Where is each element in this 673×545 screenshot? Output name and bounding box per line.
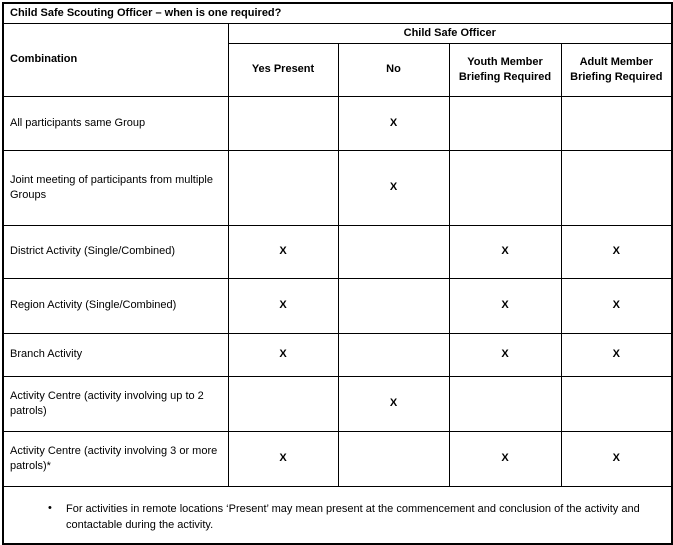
cell-mark: X [338,376,449,431]
cell-mark [338,431,449,486]
row-label: District Activity (Single/Combined) [3,225,228,278]
footnote-cell [3,486,672,544]
column-header-youth-briefing: Youth Member Briefing Required [449,43,561,96]
child-safe-officer-group-header: Child Safe Officer [228,23,672,43]
cell-mark [338,278,449,333]
title-row [3,3,672,23]
table-row [3,96,672,150]
table-title: Child Safe Scouting Officer – when is one required? [3,3,672,23]
row-label: Branch Activity [3,333,228,376]
cell-mark: X [449,225,561,278]
cell-mark: X [338,150,449,225]
table-row [3,333,672,376]
row-label: Region Activity (Single/Combined) [3,278,228,333]
cell-mark: X [338,96,449,150]
cell-mark [228,150,338,225]
cell-mark: X [449,333,561,376]
cell-mark [228,96,338,150]
cell-mark: X [561,225,672,278]
table-row [3,431,672,486]
child-safe-officer-table [2,2,673,545]
row-label: Activity Centre (activity involving up to 2 patrols) [3,376,228,431]
cell-mark [561,150,672,225]
footnote-text: For activities in remote locations ‘Present’ may mean present at the commencement and conclusion of the activity and contactable during the activity. [66,502,640,532]
cell-mark [561,96,672,150]
cell-mark [449,150,561,225]
cell-mark: X [561,431,672,486]
table-row [3,225,672,278]
table-row [3,376,672,431]
cell-mark [338,333,449,376]
cell-mark [228,376,338,431]
footnote [48,501,665,534]
footnote-row [3,486,672,544]
cell-mark [561,376,672,431]
cell-mark: X [228,431,338,486]
table-row [3,150,672,225]
cell-mark: X [449,278,561,333]
cell-mark: X [449,431,561,486]
cell-mark: X [561,278,672,333]
cell-mark: X [561,333,672,376]
column-header-no: No [338,43,449,96]
row-label: All participants same Group [3,96,228,150]
row-label: Joint meeting of participants from multiple Groups [3,150,228,225]
column-header-adult-briefing: Adult Member Briefing Required [561,43,672,96]
cell-mark [449,96,561,150]
group-header-row [3,23,672,43]
table-row [3,278,672,333]
cell-mark: X [228,333,338,376]
row-label: Activity Centre (activity involving 3 or more patrols)* [3,431,228,486]
column-header-yes-present: Yes Present [228,43,338,96]
cell-mark: X [228,225,338,278]
bullet-icon: • [48,501,52,514]
combination-header: Combination [3,23,228,96]
cell-mark: X [228,278,338,333]
cell-mark [449,376,561,431]
cell-mark [338,225,449,278]
